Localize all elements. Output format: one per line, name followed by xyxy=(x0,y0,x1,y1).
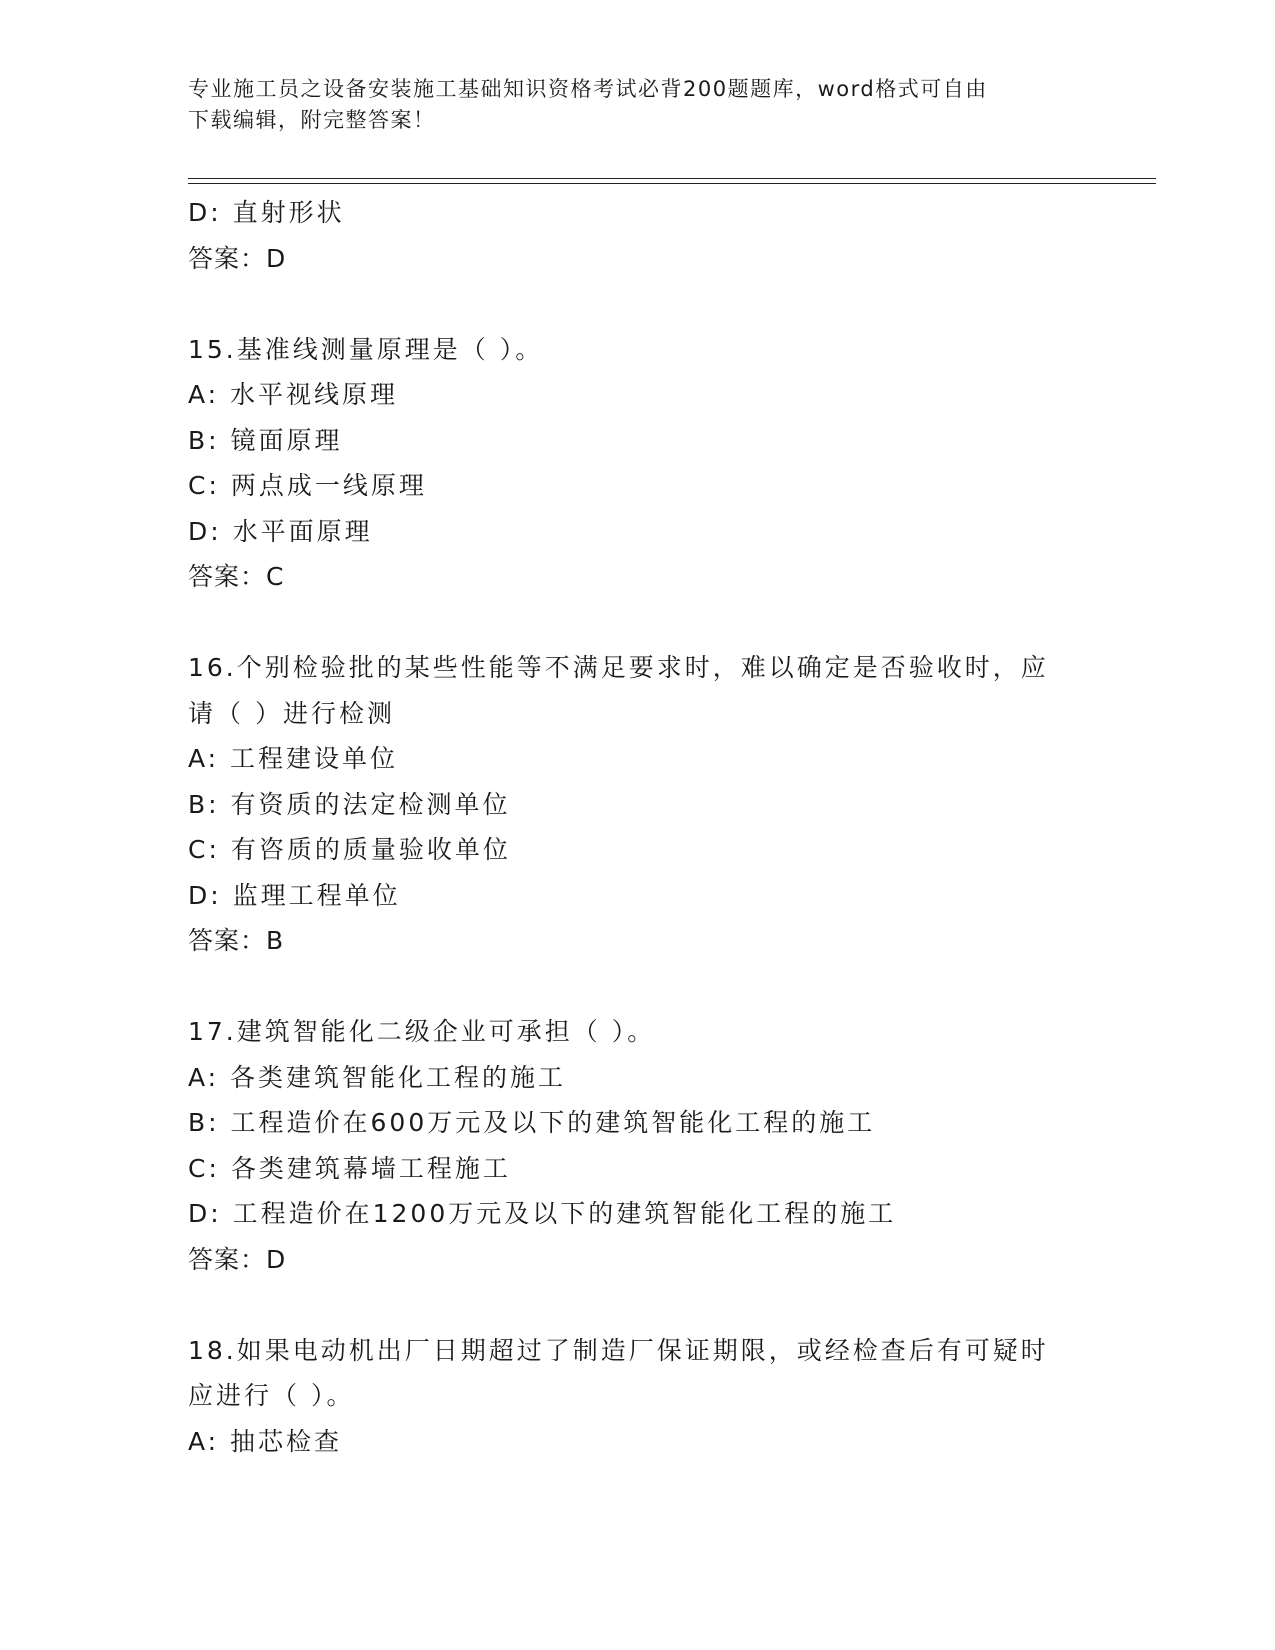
question-stem-continued: 应进行（ ）。 xyxy=(188,1381,355,1410)
question-15 xyxy=(188,327,1088,600)
header-line-1: 专业施工员之设备安装施工基础知识资格考试必背200题题库，word格式可自由 xyxy=(188,77,988,101)
option-b: B: 工程造价在600万元及以下的建筑智能化工程的施工 xyxy=(188,1108,876,1137)
option-d: D: 工程造价在1200万元及以下的建筑智能化工程的施工 xyxy=(188,1199,897,1228)
option-c: C: 有咨质的质量验收单位 xyxy=(188,835,511,864)
option-c: C: 两点成一线原理 xyxy=(188,471,427,500)
question-stem: 16.个别检验批的某些性能等不满足要求时，难以确定是否验收时，应 xyxy=(188,653,1049,682)
option-c: C: 各类建筑幕墙工程施工 xyxy=(188,1153,511,1183)
option-a: A: 各类建筑智能化工程的施工 xyxy=(188,1062,567,1092)
question-stem: 15.基准线测量原理是（ ）。 xyxy=(188,334,544,364)
option-d: D: 水平面原理 xyxy=(188,516,373,546)
header-line-2: 下载编辑，附完整答案！ xyxy=(188,108,436,132)
question-list xyxy=(188,190,1088,1464)
question-stem-continued: 请（ ）进行检测 xyxy=(188,698,395,728)
header-divider-bottom xyxy=(188,183,1156,184)
document-header xyxy=(188,74,1088,136)
question-stem: 17.建筑智能化二级企业可承担（ ）。 xyxy=(188,1017,656,1046)
option-b: B: 镜面原理 xyxy=(188,425,343,455)
option-a: A: 水平视线原理 xyxy=(188,380,399,409)
answer-line: 答案：B xyxy=(188,926,285,955)
option-b: B: 有资质的法定检测单位 xyxy=(188,789,511,819)
answer-line: 答案：C xyxy=(188,562,285,591)
option-a: A: 工程建设单位 xyxy=(188,744,399,773)
question-16 xyxy=(188,645,1088,964)
option-d: D: 直射形状 xyxy=(188,198,345,227)
header-divider-top xyxy=(188,178,1156,179)
option-d: D: 监理工程单位 xyxy=(188,880,401,910)
question-17 xyxy=(188,1009,1088,1282)
answer-line: 答案：D xyxy=(188,1244,287,1274)
question-18 xyxy=(188,1328,1088,1465)
question-stem: 18.如果电动机出厂日期超过了制造厂保证期限，或经检查后有可疑时 xyxy=(188,1335,1049,1365)
option-a: A: 抽芯检查 xyxy=(188,1426,343,1456)
answer-line: 答案：D xyxy=(188,243,287,273)
